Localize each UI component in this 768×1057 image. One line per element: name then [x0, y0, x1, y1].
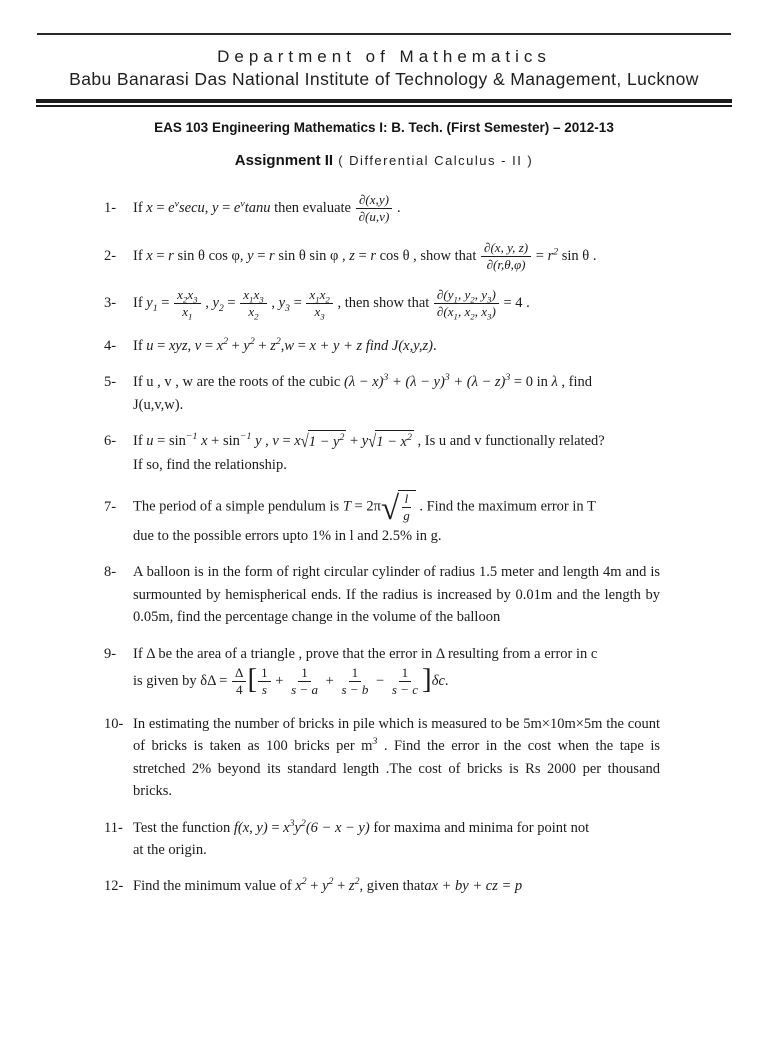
numerator [481, 240, 531, 257]
problem-item [104, 643, 660, 699]
text-run: xyz [168, 337, 188, 354]
department-title: Department of Mathematics [217, 47, 551, 66]
text-run: s − c [391, 682, 419, 698]
text-run: x [146, 247, 153, 264]
text-run: y [251, 433, 262, 450]
text-run: 2 [300, 817, 306, 829]
text-run: ∂(r,θ,φ) [486, 256, 526, 272]
text-run: = sin [153, 433, 186, 450]
problem-body [104, 817, 660, 862]
fraction [258, 665, 271, 699]
text-run: , [280, 337, 285, 354]
text-run: J(u,v,w). [133, 396, 184, 413]
text-run: T [342, 498, 351, 515]
denominator [233, 682, 246, 698]
problem-item [104, 875, 660, 897]
assignment-subtitle: ( Differential Calculus - II ) [333, 153, 534, 168]
text-run: g [403, 508, 410, 524]
numerator [356, 192, 392, 209]
numerator [174, 287, 200, 304]
text-run: (λ − x) [344, 374, 384, 391]
problems-list [104, 192, 660, 898]
text-run: δc [431, 673, 445, 690]
text-run: In estimating the number of bricks in pile which is measured to be 5m×10m×5m the count of bricks is taken as 100 bricks per m [133, 715, 660, 755]
fraction [288, 665, 321, 699]
text-run: 2 [325, 294, 330, 305]
text-run: = 2π [350, 498, 381, 515]
text-run: , then show that [333, 295, 433, 312]
text-run: y [247, 247, 254, 264]
text-run: If [133, 295, 147, 312]
text-run: ∂(x, y, z) [484, 239, 529, 255]
text-run: 2 [553, 245, 559, 257]
text-run: If u , v , w are the roots of the cubic [133, 374, 344, 391]
problem-item [104, 490, 660, 547]
text-run: + [227, 337, 244, 354]
text-run: u [146, 433, 154, 450]
text-run: 3 [487, 294, 492, 305]
text-run: = [532, 247, 548, 264]
top-rule [37, 33, 731, 35]
text-run: , [201, 295, 213, 312]
problem-body [104, 287, 660, 321]
text-run: for maxima and minima for point not [369, 819, 590, 836]
text-run: ∂(x [436, 304, 454, 320]
problem-number: 11- [104, 819, 123, 836]
text-run: 2 [328, 876, 334, 888]
text-run: x [216, 337, 224, 354]
text-run: = 0 in [510, 374, 552, 391]
numerator [306, 287, 332, 304]
text-run: If [133, 247, 147, 264]
text-run: x [294, 433, 301, 450]
fraction [356, 192, 393, 226]
big-bracket: ] [422, 663, 432, 696]
denominator [311, 304, 327, 323]
numerator [258, 665, 271, 682]
text-run: y [322, 878, 329, 895]
text-run: A balloon is in the form of right circular cylinder of radius 1.5 meter and length 4m and is surmounted by hemispherical ends. If the radius is increased by 0.01m and the length by 0.05m, find the percentage change in the volume of the balloon [133, 564, 660, 626]
text-run: w [284, 337, 295, 354]
text-run: = [253, 247, 270, 264]
fraction [306, 287, 332, 321]
fraction [174, 287, 200, 321]
text-run: 1 [453, 312, 458, 323]
text-run: , x [457, 304, 471, 320]
course-title: EAS 103 Engineering Mathematics I: B. Tech. (First Semester) – 2012-13 [154, 120, 614, 135]
text-run: 3 [193, 294, 198, 305]
text-run: y [278, 295, 286, 312]
text-run: , [204, 200, 212, 217]
problem-item [104, 561, 660, 628]
radicand [308, 430, 347, 453]
text-run: − [372, 673, 388, 690]
problem-item [104, 371, 660, 416]
text-run: y [294, 819, 301, 836]
text-run: e [233, 200, 241, 217]
text-run: v [174, 198, 179, 210]
text-run: 1 − x [376, 434, 407, 451]
text-run: 1 [188, 312, 193, 323]
text-run: 1 [351, 665, 359, 681]
text-run: 4 [235, 682, 243, 698]
text-run: , given that [359, 878, 425, 895]
text-run: 1 [453, 294, 458, 305]
text-run: y [212, 295, 219, 312]
text-run: + sin [207, 433, 240, 450]
text-run: ) [491, 287, 496, 303]
fraction [240, 287, 266, 321]
square-root [368, 430, 414, 453]
text-run: 2 [275, 335, 281, 347]
denominator [179, 304, 195, 323]
text-run: 2 [354, 876, 360, 888]
problem-body [104, 875, 660, 897]
problem-number: 6- [104, 433, 117, 450]
text-run: 2 [406, 432, 412, 444]
text-run: , [187, 337, 195, 354]
radical-sign-icon: √ [380, 490, 400, 528]
problem-number: 4- [104, 337, 117, 354]
text-run: due to the possible errors upto 1% in l and 2.5% in g. [133, 527, 442, 544]
problem-item [104, 192, 660, 226]
text-run: 2 [254, 312, 259, 323]
radical-sign-icon: √ [368, 431, 377, 452]
text-run: r [269, 247, 275, 264]
fraction [389, 665, 421, 699]
text-run: , x [474, 304, 488, 320]
text-run: . [393, 200, 401, 217]
text-run: x [295, 878, 302, 895]
text-run: If [133, 433, 147, 450]
text-run: = [152, 200, 169, 217]
square-root [301, 430, 347, 453]
text-run: 3 [289, 817, 295, 829]
text-run: u [146, 337, 154, 354]
radical-sign-icon: √ [300, 431, 309, 452]
text-run: 2 [182, 294, 188, 305]
numerator [298, 665, 311, 682]
text-run: (6 − x − y) [305, 819, 370, 836]
text-run: y [146, 295, 153, 312]
text-run: x [314, 304, 321, 320]
header-divider-rule [36, 99, 732, 107]
text-run: Find the minimum value of [133, 878, 296, 895]
text-run: secu [178, 200, 205, 217]
text-run: + [306, 878, 323, 895]
text-run: r [547, 247, 554, 264]
problem-body [104, 561, 660, 628]
text-run: = [294, 337, 310, 354]
problem-body [104, 643, 660, 699]
text-run: 3 [487, 312, 492, 323]
text-run: If so, find the relationship. [133, 456, 287, 473]
problem-number: 9- [104, 645, 117, 662]
fraction [338, 665, 371, 699]
denominator [338, 682, 371, 698]
document-page [0, 33, 768, 1057]
numerator [232, 665, 246, 682]
text-run: = 4 . [499, 295, 530, 312]
text-run: ax + by + cz = p [424, 878, 523, 895]
text-run: sin θ . [558, 247, 597, 264]
text-run: + [346, 433, 362, 450]
problem-item [104, 240, 660, 274]
text-run: y [243, 337, 250, 354]
text-run: The period of a simple pendulum is [133, 498, 343, 515]
text-run: 2 [218, 303, 224, 315]
denominator [245, 304, 261, 323]
text-run: If Δ be the area of a triangle , prove that the error in Δ resulting from a error in c [133, 645, 598, 662]
text-run: , y [457, 287, 471, 303]
text-run: l [404, 491, 409, 507]
text-run: 3 [259, 294, 264, 305]
numerator [402, 491, 412, 508]
text-run: 3 [505, 372, 511, 384]
text-run: , find [557, 374, 593, 391]
text-run: x [309, 287, 316, 303]
denominator [434, 304, 499, 323]
text-run: + (λ − z) [449, 374, 506, 391]
problem-item [104, 817, 660, 862]
denominator [484, 257, 529, 273]
square-root [380, 490, 416, 528]
text-run: + [271, 673, 288, 690]
text-run: + (λ − y) [388, 374, 445, 391]
numerator [434, 287, 499, 304]
radicand [398, 490, 416, 525]
text-run: y [212, 200, 219, 217]
text-run: . Find the error in the cost when the tape is stretched 2% beyond its standard length .The cost of bricks is Rs 2000 per thousand bricks. [133, 738, 660, 800]
problem-body [104, 371, 660, 416]
text-run: , y [474, 287, 488, 303]
text-run: z [270, 337, 276, 354]
text-run: ) [491, 304, 496, 320]
text-run: −1 [239, 431, 252, 443]
text-run: f [233, 819, 238, 836]
text-run: λ [551, 374, 558, 391]
text-run: ∂(u,v) [358, 209, 390, 225]
text-run: x [319, 287, 326, 303]
text-run: 3 [320, 312, 325, 323]
text-run: −1 [185, 431, 198, 443]
problem-number: 3- [104, 295, 117, 312]
problem-item [104, 713, 660, 803]
text-run: Δ [235, 665, 244, 681]
problem-number: 2- [104, 247, 117, 264]
denominator [288, 682, 321, 698]
text-run: is given by δΔ = [133, 673, 232, 690]
text-run: e [168, 200, 175, 217]
text-run: tanu [244, 200, 271, 217]
text-run: 3 [444, 372, 450, 384]
text-run: 1 [315, 294, 320, 305]
text-run: sin θ sin φ , [274, 247, 350, 264]
text-run: x [243, 287, 250, 303]
text-run: r [370, 247, 376, 264]
text-run: x [248, 304, 255, 320]
text-run: 2 [249, 335, 255, 347]
text-run: then evaluate [270, 200, 355, 217]
text-run: y [361, 433, 369, 450]
fraction [434, 287, 499, 321]
text-run: . [432, 337, 437, 354]
text-run: cos θ , show that [375, 247, 480, 264]
text-run: 2 [223, 335, 228, 347]
text-run: 3 [372, 736, 378, 748]
problem-number: 1- [104, 200, 117, 217]
text-run: + [322, 673, 338, 690]
text-run: v [194, 337, 202, 354]
problem-number: 12- [104, 878, 124, 895]
radicand [375, 430, 414, 453]
text-run: 1 [249, 294, 254, 305]
text-run: v [272, 433, 279, 450]
text-run: 1 − y [308, 434, 340, 451]
text-run: 2 [301, 876, 307, 888]
denominator [259, 682, 270, 698]
denominator [356, 209, 393, 225]
problem-body [104, 192, 660, 226]
text-run: = [267, 819, 284, 836]
fraction [232, 665, 246, 699]
text-run: x + y + z find J(x,y,z) [309, 337, 433, 354]
text-run: + [333, 878, 349, 895]
problem-item [104, 430, 660, 476]
text-run: 1 [261, 665, 268, 681]
text-run: Test the function [133, 819, 234, 836]
text-run: 3 [285, 303, 290, 315]
problem-number: 7- [104, 498, 117, 515]
institute-title: Babu Banarasi Das National Institute of Technology & Management, Lucknow [69, 69, 699, 89]
assignment-heading [0, 152, 768, 170]
text-run: , Is u and v functionally related? [413, 433, 605, 450]
text-run: sin θ cos φ, [173, 247, 248, 264]
text-run: 1 [301, 665, 308, 681]
problem-body [104, 713, 660, 803]
text-run: z [349, 247, 355, 264]
text-run: ∂(y [436, 287, 454, 303]
denominator [400, 508, 413, 524]
text-run: = [218, 200, 234, 217]
text-run: (x, y) [237, 819, 268, 836]
text-run: = [278, 433, 295, 450]
text-run: = [354, 247, 371, 264]
numerator [240, 287, 266, 304]
text-run: , [267, 295, 279, 312]
text-run: . [444, 673, 449, 690]
problem-body [104, 240, 660, 274]
text-run: 3 [383, 372, 389, 384]
text-run: = [152, 247, 169, 264]
text-run: 2 [470, 294, 475, 305]
text-run: s [261, 682, 267, 698]
numerator [349, 665, 362, 682]
text-run: = [157, 295, 174, 312]
text-run: x [283, 819, 290, 836]
text-run: 1 [401, 665, 409, 681]
text-run: at the origin. [133, 842, 207, 858]
text-run: 1 [152, 303, 158, 315]
text-run: x [177, 287, 183, 303]
problem-item [104, 335, 660, 357]
text-run: s − a [291, 682, 319, 698]
text-run: + [254, 337, 271, 354]
text-run: x [182, 304, 188, 320]
problem-number: 8- [104, 564, 117, 581]
problem-body [104, 490, 660, 547]
text-run: = [153, 337, 169, 354]
assignment-title: Assignment II [234, 152, 334, 169]
numerator [399, 665, 412, 682]
text-run: s − b [341, 682, 369, 698]
text-run: = [223, 295, 240, 312]
fraction [400, 491, 413, 525]
text-run: If [133, 337, 147, 354]
text-run: x [187, 287, 194, 303]
problem-body [104, 335, 660, 357]
text-run: x [197, 433, 208, 450]
text-run: r [168, 247, 174, 264]
text-run: . Find the maximum error in T [415, 498, 596, 515]
problem-body [104, 430, 660, 476]
big-bracket: [ [247, 663, 258, 696]
text-run: x [253, 287, 260, 303]
text-run: If [133, 200, 147, 217]
text-run: z [348, 878, 355, 895]
fraction [481, 240, 531, 274]
problem-number: 5- [104, 374, 117, 391]
text-run: v [240, 198, 245, 210]
text-run: = [201, 337, 217, 354]
text-run: 2 [470, 312, 475, 323]
problem-number: 10- [104, 715, 124, 732]
text-run: , [261, 433, 273, 450]
text-run: ∂(x,y) [358, 192, 389, 207]
text-run: x [146, 200, 153, 217]
text-run: 2 [339, 432, 345, 444]
text-run: = [289, 295, 306, 312]
denominator [389, 682, 421, 698]
problem-item [104, 287, 660, 321]
